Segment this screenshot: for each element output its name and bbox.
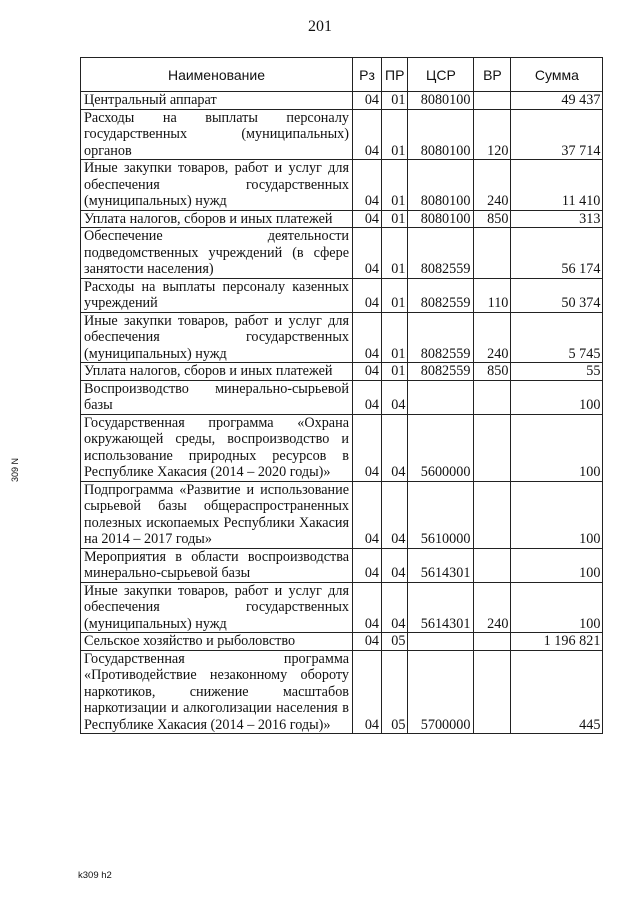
table-row bbox=[81, 92, 603, 110]
cell-rz: 04 bbox=[353, 414, 382, 481]
cell-pr: 04 bbox=[382, 582, 408, 633]
cell-sum: 100 bbox=[511, 380, 603, 414]
cell-vr: 240 bbox=[474, 582, 511, 633]
cell-rz: 04 bbox=[353, 312, 382, 363]
cell-sum: 37 714 bbox=[511, 109, 603, 160]
cell-pr: 05 bbox=[382, 633, 408, 651]
cell-sum: 100 bbox=[511, 481, 603, 548]
cell-sum: 11 410 bbox=[511, 160, 603, 211]
cell-vr: 110 bbox=[474, 278, 511, 312]
table-header-row bbox=[81, 58, 603, 92]
side-mark: 309 N bbox=[10, 458, 20, 483]
cell-pr: 01 bbox=[382, 228, 408, 279]
cell-vr bbox=[474, 650, 511, 734]
cell-vr: 240 bbox=[474, 312, 511, 363]
cell-rz: 04 bbox=[353, 109, 382, 160]
cell-rz: 04 bbox=[353, 650, 382, 734]
table-row bbox=[81, 363, 603, 381]
table-row bbox=[81, 228, 603, 279]
cell-rz: 04 bbox=[353, 278, 382, 312]
cell-name: Иные закупки товаров, работ и услуг для обеспечения государственных (муниципальных) нужд bbox=[81, 160, 353, 211]
cell-vr: 850 bbox=[474, 210, 511, 228]
cell-name: Обеспечение деятельности подведомственных учреждений (в сфере занятости населения) bbox=[81, 228, 353, 279]
cell-csr: 8080100 bbox=[408, 92, 474, 110]
cell-csr: 8080100 bbox=[408, 210, 474, 228]
cell-rz: 04 bbox=[353, 548, 382, 582]
cell-vr bbox=[474, 414, 511, 481]
cell-name: Государственная программа «Противодействие незаконному обороту наркотиков, снижение масштабов наркотизации и алкоголизации населения в Республике Хакасия (2014 – 2016 годы)» bbox=[81, 650, 353, 734]
cell-csr: 8080100 bbox=[408, 160, 474, 211]
table-row bbox=[81, 109, 603, 160]
cell-rz: 04 bbox=[353, 210, 382, 228]
table-row bbox=[81, 650, 603, 734]
table-row bbox=[81, 278, 603, 312]
cell-csr: 8082559 bbox=[408, 228, 474, 279]
table-row bbox=[81, 582, 603, 633]
cell-sum: 5 745 bbox=[511, 312, 603, 363]
cell-sum: 313 bbox=[511, 210, 603, 228]
cell-sum: 100 bbox=[511, 582, 603, 633]
cell-rz: 04 bbox=[353, 582, 382, 633]
cell-pr: 01 bbox=[382, 160, 408, 211]
header-pr: ПР bbox=[382, 58, 408, 92]
cell-vr: 120 bbox=[474, 109, 511, 160]
cell-name: Мероприятия в области воспроизводства минерально-сырьевой базы bbox=[81, 548, 353, 582]
cell-vr: 850 bbox=[474, 363, 511, 381]
cell-rz: 04 bbox=[353, 380, 382, 414]
table-row bbox=[81, 210, 603, 228]
cell-sum: 100 bbox=[511, 414, 603, 481]
cell-pr: 01 bbox=[382, 109, 408, 160]
cell-name: Подпрограмма «Развитие и использование сырьевой базы общераспространенных полезных ископаемых Республики Хакасия на 2014 – 2017 годы» bbox=[81, 481, 353, 548]
cell-name: Воспроизводство минерально-сырьевой базы bbox=[81, 380, 353, 414]
cell-pr: 01 bbox=[382, 312, 408, 363]
cell-rz: 04 bbox=[353, 363, 382, 381]
cell-name: Уплата налогов, сборов и иных платежей bbox=[81, 363, 353, 381]
table-row bbox=[81, 160, 603, 211]
header-vr: ВР bbox=[474, 58, 511, 92]
cell-pr: 01 bbox=[382, 363, 408, 381]
cell-vr bbox=[474, 481, 511, 548]
footer-code: k309 h2 bbox=[78, 870, 112, 881]
page-number: 201 bbox=[308, 18, 332, 35]
cell-pr: 01 bbox=[382, 92, 408, 110]
cell-name: Уплата налогов, сборов и иных платежей bbox=[81, 210, 353, 228]
cell-name: Государственная программа «Охрана окружающей среды, воспроизводство и использование природных ресурсов в Республике Хакасия (2014 – 2020 годы)» bbox=[81, 414, 353, 481]
table-body bbox=[81, 92, 603, 734]
table-row bbox=[81, 414, 603, 481]
budget-table bbox=[80, 57, 603, 734]
cell-sum: 1 196 821 bbox=[511, 633, 603, 651]
cell-csr: 8082559 bbox=[408, 363, 474, 381]
cell-name: Иные закупки товаров, работ и услуг для обеспечения государственных (муниципальных) нужд bbox=[81, 312, 353, 363]
cell-sum: 49 437 bbox=[511, 92, 603, 110]
cell-csr: 8080100 bbox=[408, 109, 474, 160]
cell-name: Расходы на выплаты персоналу государственных (муниципальных) органов bbox=[81, 109, 353, 160]
cell-pr: 04 bbox=[382, 481, 408, 548]
cell-csr: 8082559 bbox=[408, 278, 474, 312]
cell-name: Сельское хозяйство и рыболовство bbox=[81, 633, 353, 651]
cell-vr: 240 bbox=[474, 160, 511, 211]
table-row bbox=[81, 548, 603, 582]
table-row bbox=[81, 481, 603, 548]
cell-csr: 5610000 bbox=[408, 481, 474, 548]
cell-vr bbox=[474, 633, 511, 651]
cell-pr: 01 bbox=[382, 210, 408, 228]
cell-csr: 8082559 bbox=[408, 312, 474, 363]
cell-sum: 50 374 bbox=[511, 278, 603, 312]
header-name: Наименование bbox=[81, 58, 353, 92]
cell-csr: 5600000 bbox=[408, 414, 474, 481]
table-row bbox=[81, 633, 603, 651]
header-csr: ЦСР bbox=[408, 58, 474, 92]
cell-sum: 100 bbox=[511, 548, 603, 582]
cell-pr: 05 bbox=[382, 650, 408, 734]
cell-csr bbox=[408, 380, 474, 414]
cell-pr: 04 bbox=[382, 414, 408, 481]
cell-vr bbox=[474, 380, 511, 414]
header-rz: Рз bbox=[353, 58, 382, 92]
cell-rz: 04 bbox=[353, 228, 382, 279]
cell-pr: 04 bbox=[382, 548, 408, 582]
cell-csr bbox=[408, 633, 474, 651]
cell-name: Расходы на выплаты персоналу казенных учреждений bbox=[81, 278, 353, 312]
cell-pr: 04 bbox=[382, 380, 408, 414]
cell-name: Центральный аппарат bbox=[81, 92, 353, 110]
cell-vr bbox=[474, 228, 511, 279]
cell-name: Иные закупки товаров, работ и услуг для обеспечения государственных (муниципальных) нужд bbox=[81, 582, 353, 633]
cell-sum: 55 bbox=[511, 363, 603, 381]
cell-rz: 04 bbox=[353, 481, 382, 548]
cell-sum: 445 bbox=[511, 650, 603, 734]
cell-vr bbox=[474, 92, 511, 110]
cell-csr: 5614301 bbox=[408, 582, 474, 633]
table-row bbox=[81, 312, 603, 363]
cell-vr bbox=[474, 548, 511, 582]
header-sum: Сумма bbox=[511, 58, 603, 92]
cell-sum: 56 174 bbox=[511, 228, 603, 279]
cell-pr: 01 bbox=[382, 278, 408, 312]
cell-rz: 04 bbox=[353, 92, 382, 110]
cell-rz: 04 bbox=[353, 633, 382, 651]
cell-csr: 5700000 bbox=[408, 650, 474, 734]
cell-csr: 5614301 bbox=[408, 548, 474, 582]
cell-rz: 04 bbox=[353, 160, 382, 211]
table-row bbox=[81, 380, 603, 414]
